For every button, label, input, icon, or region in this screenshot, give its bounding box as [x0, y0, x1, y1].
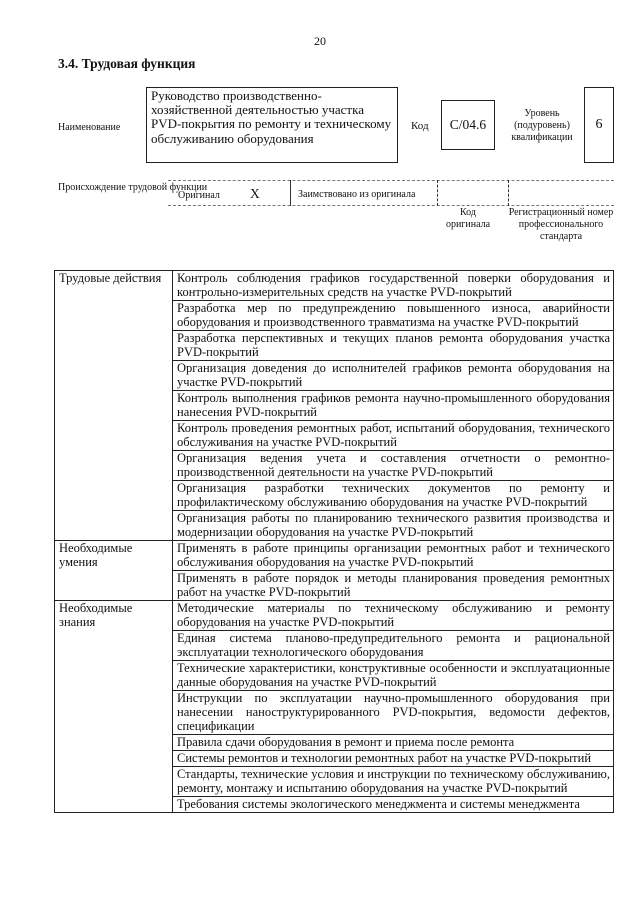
- category-cell: Необходимые умения: [55, 541, 173, 601]
- item-cell: Инструкции по эксплуатации научно-промышленного оборудования при нанесении наноструктурированного PVD-покрытия, ведомости дефектов, спецификации: [173, 691, 614, 735]
- category-cell: Трудовые действия: [55, 271, 173, 541]
- item-cell: Организация доведения до исполнителей графиков ремонта оборудования на участке PVD-покрытий: [173, 361, 614, 391]
- function-code-value: C/04.6: [441, 100, 495, 150]
- item-cell: Правила сдачи оборудования в ремонт и приема после ремонта: [173, 735, 614, 751]
- item-cell: Технические характеристики, конструктивные особенности и эксплуатационные данные оборудования на участке PVD-покрытий: [173, 661, 614, 691]
- category-cell: Необходимые знания: [55, 601, 173, 813]
- origin-reg-divider: [508, 180, 509, 206]
- item-cell: Организация разработки технических документов по ремонту и профилактическому обслуживанию оборудования на участке PVD-покрытий: [173, 481, 614, 511]
- item-cell: Разработка мер по предупреждению повышенного износа, аварийности оборудования и производственного травматизма на участке PVD-покрытий: [173, 301, 614, 331]
- qualification-level-value: 6: [584, 87, 614, 163]
- item-cell: Контроль выполнения графиков ремонта научно-промышленного оборудования нанесения PVD-покрытий: [173, 391, 614, 421]
- item-cell: Применять в работе принципы организации ремонтных работ и технического обслуживания оборудования на участке PVD-покрытий: [173, 541, 614, 571]
- original-label: Оригинал: [178, 190, 220, 201]
- item-cell: Разработка перспективных и текущих планов ремонта оборудования участка PVD-покрытий: [173, 331, 614, 361]
- item-cell: Организация работы по планированию технического развития производства и модернизации оборудования на участке PVD-покрытий: [173, 511, 614, 541]
- item-cell: Контроль соблюдения графиков государственной поверки оборудования и контрольно-измерительных средств на участке PVD-покрытий: [173, 271, 614, 301]
- origin-code-divider: [437, 180, 438, 206]
- item-cell: Контроль проведения ремонтных работ, испытаний оборудования, технического обслуживания на участке PVD-покрытий: [173, 421, 614, 451]
- original-code-label: Код оригинала: [445, 207, 491, 230]
- table-row: [55, 541, 614, 571]
- item-cell: Организация ведения учета и составления отчетности о ремонтно-производственной деятельности на участке PVD-покрытий: [173, 451, 614, 481]
- borrowed-label: Заимствовано из оригинала: [298, 189, 416, 200]
- registration-number-label: Регистрационный номер профессионального стандарта: [508, 207, 614, 242]
- origin-divider: [290, 180, 291, 206]
- item-cell: Требования системы экологического менеджмента и системы менеджмента: [173, 797, 614, 813]
- page-number: 20: [314, 34, 326, 48]
- item-cell: Применять в работе порядок и методы планирования проведения ремонтных работ на участке PVD-покрытий: [173, 571, 614, 601]
- item-cell: Единая система планово-предупредительного ремонта и рациональной эксплуатации технологического оборудования: [173, 631, 614, 661]
- qualification-level-label: Уровень (подуровень) квалификации: [511, 108, 573, 143]
- function-details-table: [54, 270, 614, 813]
- item-cell: Стандарты, технические условия и инструкции по техническому обслуживанию, ремонту, монтажу и испытанию оборудования на участке PVD-покрытий: [173, 767, 614, 797]
- name-label: Наименование: [58, 122, 121, 133]
- section-title: 3.4. Трудовая функция: [58, 56, 196, 71]
- code-label: Код: [411, 120, 429, 132]
- function-name-value: Руководство производственно-хозяйственной деятельностью участка PVD-покрытия по ремонту и техническому обслуживанию оборудования: [146, 87, 398, 163]
- table-row: [55, 271, 614, 301]
- table-row: [55, 601, 614, 631]
- item-cell: Системы ремонтов и технологии ремонтных работ на участке PVD-покрытий: [173, 751, 614, 767]
- item-cell: Методические материалы по техническому обслуживанию и ремонту оборудования на участке PVD-покрытий: [173, 601, 614, 631]
- origin-label: Происхождение трудовой функции: [58, 182, 208, 193]
- original-mark: X: [250, 186, 260, 201]
